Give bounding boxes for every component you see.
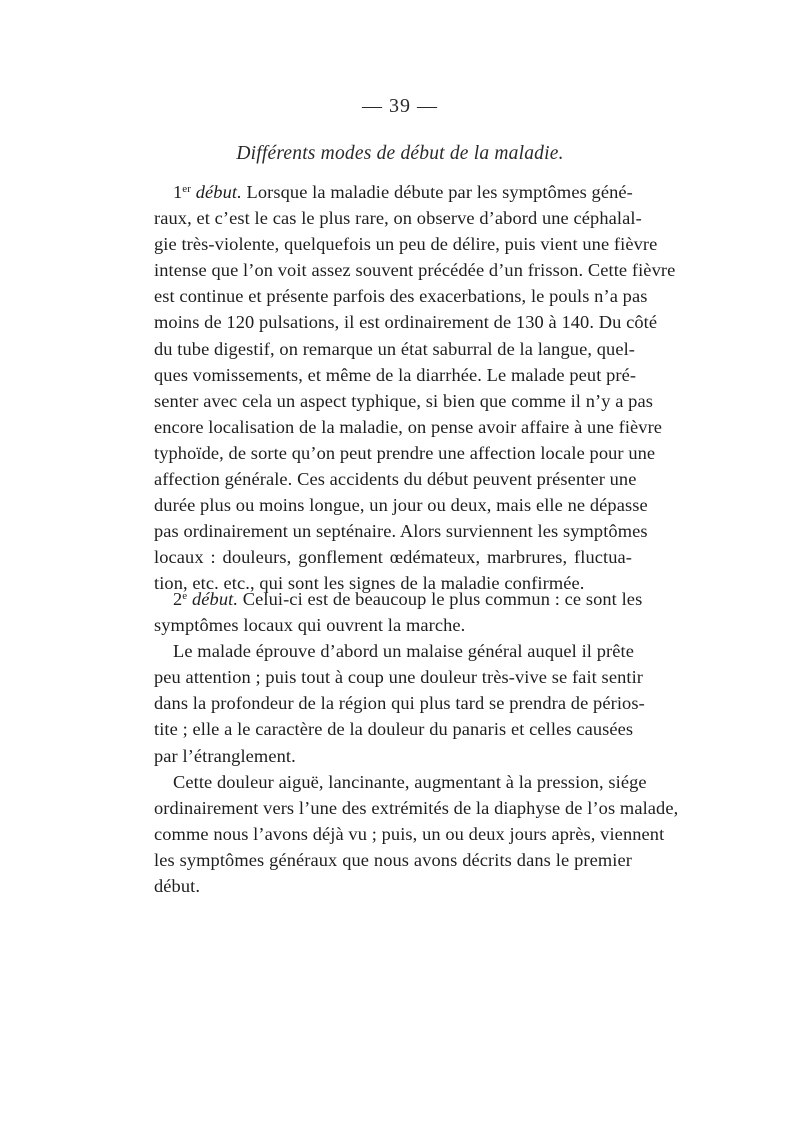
ordinal-superscript: er <box>182 183 192 195</box>
text-line: début. <box>154 876 201 897</box>
paragraph-label: début. <box>191 589 239 609</box>
ordinal-superscript: e <box>182 590 188 602</box>
text-line: est continue et présente parfois des exacerbations, le pouls n’a pas <box>154 286 648 307</box>
paragraph-second-onset <box>154 586 679 899</box>
text-line: raux, et c’est le cas le plus rare, on observe d’abord une céphalal- <box>154 208 642 229</box>
text-line: symptômes locaux qui ouvrent la marche. <box>154 615 466 636</box>
text-line: affection générale. Ces accidents du début peuvent présenter une <box>154 469 637 490</box>
text-line: encore localisation de la maladie, on pense avoir affaire à une fièvre <box>154 416 663 437</box>
text-line-content: Lorsque la maladie débute par les symptômes géné- <box>241 182 633 202</box>
text-line: senter avec cela un aspect typhique, si bien que comme il n’y a pas <box>154 390 653 411</box>
paragraph-first-onset <box>154 179 676 597</box>
ordinal-number: 1 <box>173 182 183 202</box>
text-line <box>154 586 643 612</box>
text-line-content: Celui-ci est de beaucoup le plus commun : ce sont les <box>238 589 643 609</box>
text-line: moins de 120 pulsations, il est ordinairement de 130 à 140. Du côté <box>154 312 658 333</box>
text-line <box>154 179 632 205</box>
text-line: par l’étranglement. <box>154 745 296 766</box>
text-line: pas ordinairement un septénaire. Alors surviennent les symptômes <box>154 521 648 542</box>
text-line: comme nous l’avons déjà vu ; puis, un ou deux jours après, viennent <box>154 823 665 844</box>
text-line: durée plus ou moins longue, un jour ou deux, mais elle ne dépasse <box>154 495 648 516</box>
text-line: ordinairement vers l’une des extrémités de la diaphyse de l’os malade, <box>154 797 679 818</box>
ordinal-number: 2 <box>173 589 183 609</box>
text-line: les symptômes généraux que nous avons décrits dans le premier <box>154 849 632 870</box>
text-line: Le malade éprouve d’abord un malaise général auquel il prête <box>173 641 634 662</box>
text-line: tion, etc. etc., qui sont les signes de la maladie confirmée. <box>154 573 585 594</box>
text-line: ques vomissements, et même de la diarrhée. Le malade peut pré- <box>154 364 637 385</box>
text-line: du tube digestif, on remarque un état saburral de la langue, quel- <box>154 338 636 359</box>
text-line: Cette douleur aiguë, lancinante, augmentant à la pression, siége <box>173 771 647 792</box>
paragraph-label: début. <box>195 182 242 202</box>
text-line: dans la profondeur de la région qui plus tard se prendra de périos- <box>154 693 645 714</box>
section-title: Différents modes de début de la maladie. <box>236 143 564 164</box>
text-line: intense que l’on voit assez souvent précédée d’un frisson. Cette fièvre <box>154 260 676 281</box>
text-line: peu attention ; puis tout à coup une douleur très-vive se fait sentir <box>154 667 644 688</box>
text-line: tite ; elle a le caractère de la douleur du panaris et celles causées <box>154 719 634 740</box>
text-line: typhoïde, de sorte qu’on peut prendre une affection locale pour une <box>154 442 656 463</box>
text-line: locaux : douleurs, gonflement œdémateux, marbrures, fluctua- <box>154 547 632 568</box>
text-line: gie très-violente, quelquefois un peu de délire, puis vient une fièvre <box>154 234 658 255</box>
page-number: — 39 — <box>362 95 438 117</box>
